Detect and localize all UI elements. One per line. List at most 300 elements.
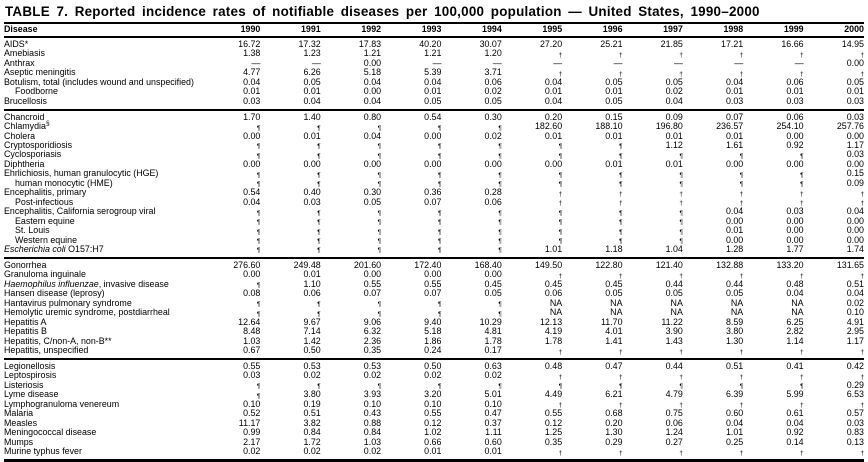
pilcrow-footnote-mark: ¶ (317, 181, 321, 189)
value-cell: 0.01 (605, 158, 623, 169)
value-cell: 0.00 (484, 269, 502, 280)
value-cell: 0.60 (484, 436, 502, 447)
value-cell: 0.04 (725, 206, 744, 217)
value-cell: 182.60 (535, 121, 563, 132)
disease-label: Cholera (4, 130, 36, 141)
value-cell: — (794, 57, 804, 68)
value-cell: 236.57 (716, 121, 744, 132)
value-cell (562, 447, 622, 460)
value-cell: 0.01 (544, 86, 563, 97)
value-cell: 1.28 (725, 243, 744, 254)
value-cell: 1.41 (605, 335, 623, 346)
dagger-footnote-mark: † (679, 348, 683, 356)
value-cell: 0.10 (424, 398, 442, 409)
pilcrow-footnote-mark: ¶ (256, 143, 261, 151)
value-cell: 0.01 (786, 86, 804, 97)
value-cell: 0.00 (243, 269, 261, 280)
pilcrow-footnote-mark: ¶ (800, 152, 804, 160)
value-cell (623, 188, 683, 197)
value-cell: 4.77 (243, 67, 261, 78)
value-cell: 0.30 (484, 111, 502, 122)
value-cell: 0.00 (424, 130, 442, 141)
value-cell (502, 169, 562, 178)
value-cell (804, 188, 864, 197)
value-cell (441, 217, 501, 226)
value-cell: 3.90 (665, 326, 683, 337)
value-cell (200, 141, 260, 150)
value-cell: 1.70 (243, 111, 261, 122)
table-section (4, 359, 864, 461)
value-cell: 0.08 (243, 288, 261, 299)
value-cell (381, 207, 441, 216)
pilcrow-footnote-mark: ¶ (377, 301, 382, 309)
year-column-header: 1990 (200, 23, 260, 37)
disease-label: Lymphogranuloma venereum (4, 398, 120, 409)
pilcrow-footnote-mark: ¶ (256, 282, 261, 290)
disease-label: Encephalitis, primary (4, 187, 87, 198)
dagger-footnote-mark: † (800, 51, 804, 59)
value-cell: 0.00 (424, 158, 442, 169)
value-cell: 0.02 (484, 370, 502, 381)
value-cell: 0.00 (303, 158, 321, 169)
value-cell: 6.26 (303, 67, 321, 78)
disease-label: Malaria (4, 408, 34, 419)
pilcrow-footnote-mark: ¶ (377, 124, 382, 132)
pilcrow-footnote-mark: ¶ (438, 247, 442, 255)
value-cell: 0.51 (846, 278, 864, 289)
value-cell: 0.02 (363, 446, 382, 457)
value-cell (441, 299, 501, 308)
pilcrow-footnote-mark: ¶ (377, 228, 382, 236)
pilcrow-footnote-mark: ¶ (256, 392, 261, 400)
value-cell: 1.86 (424, 335, 442, 346)
dagger-footnote-mark: † (558, 190, 563, 198)
value-cell: 0.20 (544, 111, 563, 122)
value-cell: 0.05 (363, 196, 382, 207)
pilcrow-footnote-mark: ¶ (739, 383, 744, 391)
value-cell: — (553, 57, 563, 68)
value-cell: 257.76 (836, 121, 864, 132)
pilcrow-footnote-mark: ¶ (679, 238, 683, 246)
value-cell: 0.02 (243, 446, 261, 457)
disease-label: Hepatitis B (4, 326, 47, 337)
value-cell: 0.02 (363, 370, 382, 381)
value-cell: 0.00 (243, 158, 261, 169)
pilcrow-footnote-mark: ¶ (317, 171, 321, 179)
value-cell: 3.71 (484, 67, 502, 78)
value-cell: 0.03 (846, 95, 864, 106)
dagger-footnote-mark: † (860, 190, 864, 198)
value-cell: 0.05 (424, 95, 442, 106)
value-cell: 0.83 (846, 427, 864, 438)
pilcrow-footnote-mark: ¶ (438, 228, 442, 236)
value-cell (502, 346, 562, 359)
pilcrow-footnote-mark: ¶ (317, 383, 321, 391)
pilcrow-footnote-mark: ¶ (558, 143, 563, 151)
value-cell: 122.80 (595, 259, 623, 270)
value-cell: 0.01 (303, 269, 321, 280)
value-cell: 1.01 (725, 427, 744, 438)
value-cell: 0.00 (363, 269, 382, 280)
dagger-footnote-mark: † (558, 51, 563, 59)
value-cell: 0.13 (846, 436, 864, 447)
value-cell: 0.25 (725, 436, 744, 447)
value-cell (381, 236, 441, 245)
dagger-footnote-mark: † (860, 70, 864, 78)
value-cell: 8.48 (243, 326, 261, 337)
pilcrow-footnote-mark: ¶ (317, 228, 321, 236)
value-cell (623, 447, 683, 460)
disease-label: Diphtheria (4, 158, 45, 169)
value-cell (623, 217, 683, 226)
disease-label: human monocytic (HME) (15, 177, 113, 188)
dagger-footnote-mark: † (739, 200, 744, 208)
pilcrow-footnote-mark: ¶ (619, 209, 623, 217)
value-cell (441, 207, 501, 216)
pilcrow-footnote-mark: ¶ (377, 181, 382, 189)
pilcrow-footnote-mark: ¶ (438, 383, 442, 391)
value-cell: 11.22 (661, 316, 683, 327)
value-cell (623, 346, 683, 359)
year-column-header: 1992 (321, 23, 381, 37)
year-column-header: 1994 (441, 23, 501, 37)
disease-label: Chlamydia§ (4, 120, 50, 132)
value-cell: 14.95 (841, 38, 864, 49)
disease-label: Hepatitis, unspecified (4, 345, 89, 355)
value-cell (562, 371, 622, 380)
disease-label: AIDS* (4, 38, 29, 49)
value-cell (502, 371, 562, 380)
value-cell: — (674, 57, 683, 68)
value-cell: 3.93 (363, 389, 382, 400)
value-cell: 0.41 (786, 360, 804, 371)
value-cell (502, 141, 562, 150)
value-cell: 5.39 (424, 67, 442, 78)
value-cell (804, 447, 864, 460)
value-cell: 0.37 (484, 417, 502, 428)
value-cell: 6.39 (725, 389, 744, 400)
value-cell (200, 299, 260, 308)
dagger-footnote-mark: † (679, 402, 683, 410)
value-cell: 16.72 (238, 38, 261, 49)
dagger-footnote-mark: † (558, 272, 563, 280)
value-cell: 276.60 (233, 259, 261, 270)
value-cell: 1.03 (243, 335, 261, 346)
value-cell: 0.10 (484, 398, 502, 409)
value-cell: 0.00 (786, 130, 804, 141)
value-cell: 0.00 (243, 130, 261, 141)
value-cell: 1.21 (424, 48, 442, 59)
pilcrow-footnote-mark: ¶ (438, 301, 442, 309)
value-cell: 0.92 (786, 427, 804, 438)
pilcrow-footnote-mark: ¶ (558, 219, 563, 227)
value-cell: 0.03 (846, 111, 864, 122)
pilcrow-footnote-mark: ¶ (739, 152, 744, 160)
value-cell: 1.14 (786, 335, 804, 346)
dagger-footnote-mark: † (739, 51, 744, 59)
value-cell (260, 245, 320, 258)
value-cell: 10.29 (479, 316, 502, 327)
value-cell: 16.66 (781, 38, 804, 49)
value-cell: — (613, 57, 623, 68)
pilcrow-footnote-mark: ¶ (558, 181, 563, 189)
value-cell: NA (610, 297, 623, 308)
dagger-footnote-mark: † (618, 449, 623, 457)
value-cell: 0.54 (424, 111, 442, 122)
value-cell: 0.55 (424, 408, 442, 419)
value-cell: 3.80 (303, 389, 321, 400)
dagger-footnote-mark: † (800, 70, 804, 78)
value-cell: — (734, 57, 744, 68)
table-row (4, 371, 864, 380)
value-cell: 0.05 (303, 76, 321, 87)
value-cell: 1.74 (846, 243, 864, 254)
dagger-footnote-mark: † (618, 348, 623, 356)
value-cell: 4.49 (544, 389, 563, 400)
disease-label: Cyclosporiasis (4, 149, 62, 160)
value-cell: 0.43 (363, 408, 382, 419)
pilcrow-footnote-mark: ¶ (256, 228, 261, 236)
value-cell: 2.82 (786, 326, 804, 337)
value-cell (260, 299, 320, 308)
pilcrow-footnote-mark: ¶ (256, 124, 261, 132)
value-cell: NA (730, 307, 744, 318)
pilcrow-footnote-mark: ¶ (438, 124, 442, 132)
value-cell: 1.01 (544, 243, 563, 254)
value-cell: 132.88 (716, 259, 744, 270)
value-cell: 17.21 (721, 38, 744, 49)
value-cell (441, 236, 501, 245)
value-cell (562, 217, 622, 226)
value-cell (381, 169, 441, 178)
pilcrow-footnote-mark: ¶ (619, 228, 623, 236)
value-cell: 0.24 (424, 345, 442, 355)
value-cell: 2.95 (846, 326, 864, 337)
value-cell: 1.24 (665, 427, 683, 438)
pilcrow-footnote-mark: ¶ (619, 143, 623, 151)
value-cell: 0.00 (725, 234, 744, 245)
dagger-footnote-mark: † (618, 402, 623, 410)
value-cell: 1.72 (303, 436, 321, 447)
value-cell: 1.38 (243, 48, 261, 59)
value-cell: 1.17 (846, 139, 864, 150)
value-cell: 0.03 (846, 149, 864, 160)
disease-label: Hepatitis, C/non-A, non-B** (4, 335, 112, 346)
value-cell: 0.09 (846, 177, 864, 188)
pilcrow-footnote-mark: ¶ (619, 181, 623, 189)
value-cell: 8.59 (725, 316, 744, 327)
value-cell: 188.10 (595, 121, 623, 132)
pilcrow-footnote-mark: ¶ (558, 171, 563, 179)
value-cell: 0.35 (544, 436, 563, 447)
pilcrow-footnote-mark: ¶ (438, 171, 442, 179)
pilcrow-footnote-mark: ¶ (679, 171, 683, 179)
incidence-table (4, 22, 864, 462)
value-cell (743, 188, 803, 197)
dagger-footnote-mark: † (558, 449, 563, 457)
value-cell (200, 245, 260, 258)
value-cell: 0.06 (786, 111, 804, 122)
dagger-footnote-mark: † (800, 272, 804, 280)
value-cell: 0.12 (544, 417, 563, 428)
value-cell (623, 371, 683, 380)
value-cell: 172.40 (414, 259, 442, 270)
table-row (4, 141, 864, 150)
value-cell (321, 226, 381, 235)
dagger-footnote-mark: † (800, 402, 804, 410)
value-cell: 1.30 (725, 335, 744, 346)
pilcrow-footnote-mark: ¶ (679, 209, 683, 217)
value-cell: 5.18 (363, 67, 382, 78)
value-cell: 0.10 (243, 398, 261, 409)
value-cell (562, 226, 622, 235)
value-cell: 0.04 (303, 95, 321, 106)
value-cell: 0.60 (725, 408, 744, 419)
value-cell: 5.18 (424, 326, 442, 337)
value-cell: NA (549, 307, 563, 318)
dagger-footnote-mark: † (558, 70, 563, 78)
value-cell (321, 236, 381, 245)
value-cell: 0.04 (363, 76, 382, 87)
disease-label: Ehrlichiosis, human granulocytic (HGE) (4, 168, 159, 179)
value-cell (743, 346, 803, 359)
pilcrow-footnote-mark: ¶ (438, 181, 442, 189)
disease-label: Amebiasis (4, 48, 45, 59)
value-cell (381, 217, 441, 226)
value-cell: 1.12 (665, 139, 683, 150)
disease-label: Murine typhus fever (4, 446, 82, 457)
value-cell: 0.55 (363, 278, 382, 289)
dagger-footnote-mark: † (800, 200, 804, 208)
dagger-footnote-mark: † (679, 449, 683, 457)
dagger-footnote-mark: † (679, 190, 683, 198)
value-cell: 0.54 (243, 187, 261, 198)
value-cell (683, 371, 743, 380)
value-cell: 0.17 (484, 345, 502, 355)
value-cell (804, 346, 864, 359)
value-cell: 0.51 (303, 408, 321, 419)
table-section (4, 37, 864, 110)
value-cell: 0.09 (665, 111, 683, 122)
value-cell: 0.75 (665, 408, 683, 419)
value-cell: 0.05 (846, 76, 864, 87)
value-cell (502, 226, 562, 235)
disease-label: Leptospirosis (4, 370, 57, 381)
disease-label: St. Louis (15, 225, 50, 236)
year-column-header: 1996 (562, 23, 622, 37)
disease-label: Measles (4, 417, 38, 428)
value-cell: 0.00 (725, 215, 744, 226)
value-cell: 6.53 (846, 389, 864, 400)
pilcrow-footnote-mark: ¶ (438, 152, 442, 160)
value-cell: 0.05 (665, 288, 683, 299)
value-cell: 0.42 (846, 360, 864, 371)
value-cell: 254.10 (776, 121, 804, 132)
disease-label: Foodborne (15, 86, 58, 97)
value-cell: 3.20 (424, 389, 442, 400)
pilcrow-footnote-mark: ¶ (619, 152, 623, 160)
pilcrow-footnote-mark: ¶ (377, 143, 382, 151)
pilcrow-footnote-mark: ¶ (317, 152, 321, 160)
value-cell (502, 447, 562, 460)
value-cell: NA (730, 297, 744, 308)
pilcrow-footnote-mark: ¶ (498, 383, 502, 391)
value-cell: 0.68 (605, 408, 623, 419)
value-cell: 0.06 (484, 76, 502, 87)
value-cell (381, 245, 441, 258)
pilcrow-footnote-mark: ¶ (498, 143, 502, 151)
dagger-footnote-mark: † (618, 373, 623, 381)
value-cell: 0.03 (243, 370, 261, 381)
pilcrow-footnote-mark: ¶ (438, 310, 442, 318)
value-cell: 0.00 (846, 130, 864, 141)
year-column-header: 1995 (502, 23, 562, 37)
pilcrow-footnote-mark: ¶ (256, 301, 261, 309)
value-cell: 0.01 (725, 225, 744, 236)
value-cell (623, 207, 683, 216)
dagger-footnote-mark: † (800, 190, 804, 198)
value-cell (743, 169, 803, 178)
table-row (4, 447, 864, 460)
value-cell (260, 141, 320, 150)
value-cell (502, 217, 562, 226)
header-row (4, 23, 864, 37)
year-column-header: 1999 (743, 23, 803, 37)
value-cell: 0.14 (786, 436, 804, 447)
pilcrow-footnote-mark: ¶ (558, 209, 563, 217)
value-cell: 0.51 (725, 360, 744, 371)
pilcrow-footnote-mark: ¶ (619, 238, 623, 246)
value-cell: 0.27 (665, 436, 683, 447)
value-cell: 0.88 (363, 417, 382, 428)
value-cell: 0.63 (484, 360, 502, 371)
value-cell: NA (549, 297, 563, 308)
value-cell: 1.78 (544, 335, 563, 346)
value-cell (562, 346, 622, 359)
dagger-footnote-mark: † (679, 51, 683, 59)
value-cell: 0.00 (363, 57, 382, 68)
pilcrow-footnote-mark: ¶ (679, 219, 683, 227)
value-cell (623, 226, 683, 235)
pilcrow-footnote-mark: ¶ (317, 238, 321, 246)
disease-label: Encephalitis, California serogroup viral (4, 206, 156, 217)
value-cell (562, 141, 622, 150)
value-cell: 1.11 (485, 427, 502, 438)
pilcrow-footnote-mark: ¶ (256, 238, 261, 246)
value-cell: 0.36 (424, 187, 442, 198)
value-cell: 0.04 (665, 95, 683, 106)
value-cell (381, 141, 441, 150)
value-cell: 40.20 (419, 38, 442, 49)
value-cell: — (432, 57, 442, 68)
pilcrow-footnote-mark: ¶ (679, 152, 683, 160)
value-cell: 0.00 (846, 57, 864, 68)
pilcrow-footnote-mark: ¶ (558, 238, 563, 246)
value-cell: — (492, 57, 502, 68)
year-column-header: 1998 (683, 23, 743, 37)
value-cell: 0.10 (846, 307, 864, 318)
dagger-footnote-mark: † (618, 272, 623, 280)
value-cell: 201.60 (353, 259, 382, 270)
pilcrow-footnote-mark: ¶ (377, 383, 382, 391)
value-cell: — (251, 57, 261, 68)
value-cell: 9.06 (363, 316, 382, 327)
value-cell (502, 179, 562, 188)
value-cell: 25.21 (600, 38, 623, 49)
pilcrow-footnote-mark: ¶ (438, 238, 442, 246)
disease-column-header: Disease (4, 23, 200, 37)
value-cell: 2.36 (363, 335, 382, 346)
